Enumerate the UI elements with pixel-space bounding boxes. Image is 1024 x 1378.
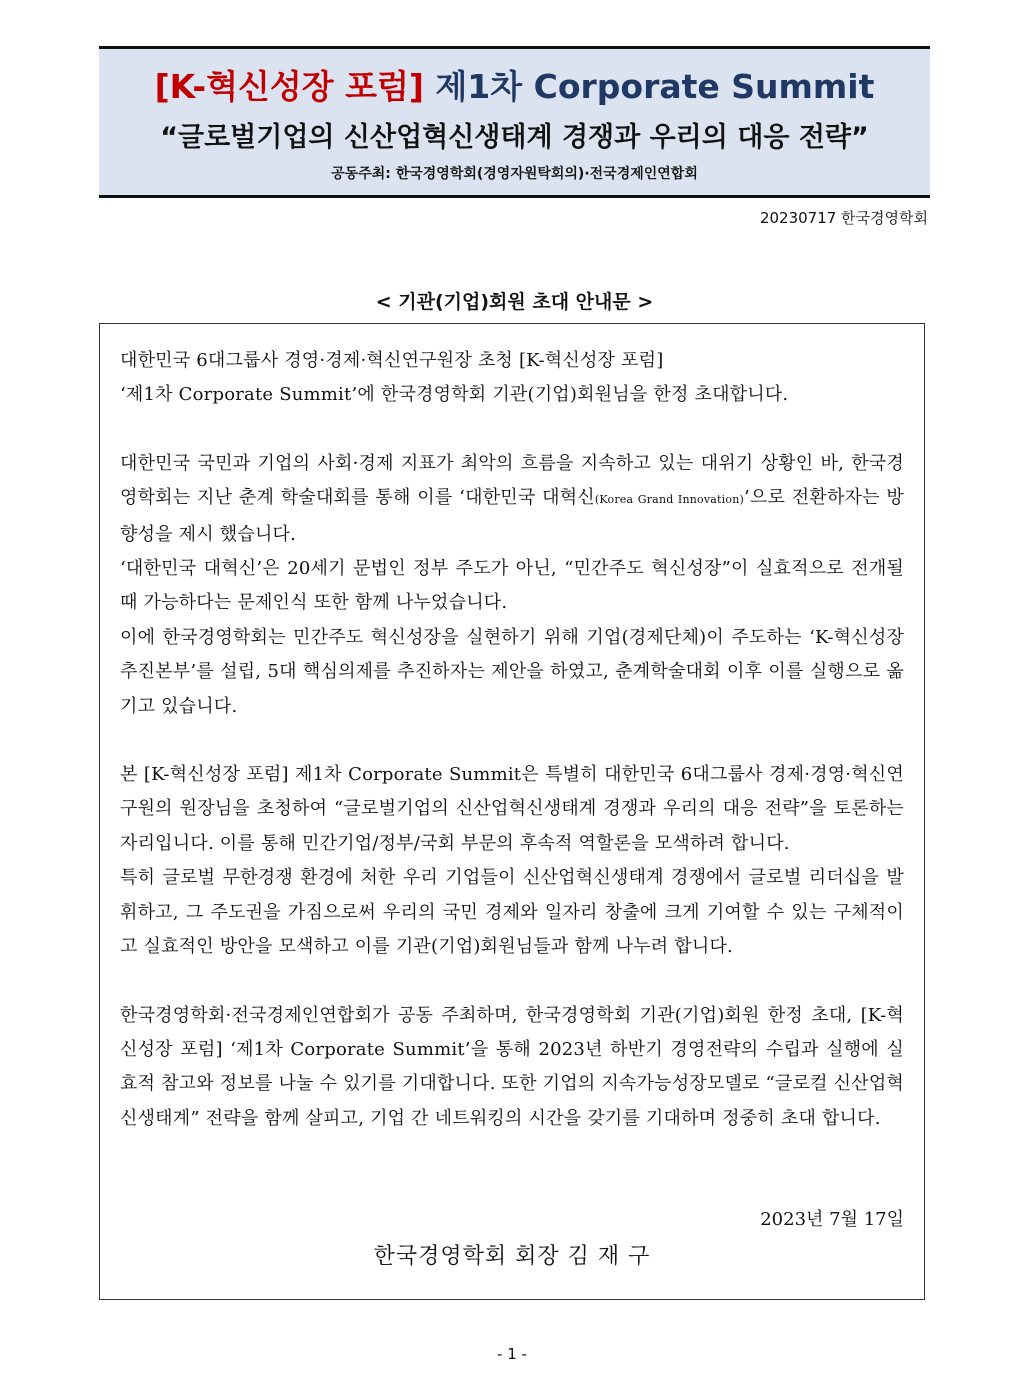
letter-date: 2023년 7월 17일 <box>760 1209 904 1230</box>
forum-title-main: 제1차 Corporate Summit <box>423 67 875 106</box>
paragraph: 이에 한국경영학회는 민간주도 혁신성장을 실현하기 위해 기업(경제단체)이 주도하는 ‘K-혁신성장 추진본부’를 설립, 5대 핵심의제를 추진하자는 제안을 하였고, 춘계학술대회 이후 이를 실행으로 옮기고 있습니다. <box>120 626 904 717</box>
forum-title <box>99 61 930 108</box>
invitation-letter <box>99 323 925 1300</box>
signature: 한국경영학회 회장 김 재 구 <box>373 1244 651 1269</box>
paragraph: 한국경영학회·전국경제인연합회가 공동 주최하며, 한국경영학회 기관(기업)회원 한정 초대, [K-혁신성장 포럼] ‘제1차 Corporate Summit’을 통해 2023년 하반기 경영전략의 수립과 실행에 실효적 참고와 정보를 나눌 수 있기를 기대합니다. 또한 기업의 지속가능성장모델로 “글로컬 신산업혁신생태계” 전략을 함께 살피고, 기업 간 네트워킹의 시간을 갖기를 기대하며 정중히 초대 합니다. <box>120 1004 905 1129</box>
forum-subtitle: “글로벌기업의 신산업혁신생태계 경쟁과 우리의 대응 전략” <box>160 122 869 153</box>
co-hosts: 공동주최: 한국경영학회(경영자원탁회의)·전국경제인연합회 <box>331 166 698 182</box>
paragraph <box>120 447 904 552</box>
paragraph: 본 [K-혁신성장 포럼] 제1차 Corporate Summit은 특별히 대한민국 6대그룹사 경제·경영·혁신연구원의 원장님을 초청하여 “글로벌기업의 신산업혁신생태계 경쟁과 우리의 대응 전략”을 토론하는 자리입니다. 이를 통해 민간기업/정부/국회 부문의 후속적 역할론을 모색하려 합니다. <box>120 764 904 854</box>
document-date-issuer: 20230717 한국경영학회 <box>759 209 928 227</box>
forum-title-accent: [K-혁신성장 포럼] <box>154 67 424 106</box>
letter-body <box>120 344 904 1136</box>
paragraph-text: 대한민국 국민과 기업의 사회·경제 지표가 최악의 흐름을 지속하고 있는 대위기 상황인 바, 한국경영학회는 지난 춘계 학술대회를 통해 이를 ‘대한민국 대혁신 <box>120 452 904 509</box>
intro-line: 대한민국 6대그룹사 경영·경제·혁신연구원장 초청 [K-혁신성장 포럼] <box>120 350 664 371</box>
paragraph-small-text: (Korea Grand Innovation) <box>594 493 744 507</box>
page-number: - 1 - <box>497 1345 527 1363</box>
paragraph-text: ’으로 전환하자는 방향성을 제시 했습니다. <box>120 487 904 545</box>
document-header <box>99 46 930 198</box>
invitation-heading: < 기관(기업)회원 초대 안내문 > <box>375 291 654 313</box>
paragraph: 특히 글로벌 무한경쟁 환경에 처한 우리 기업들이 신산업혁신생태계 경쟁에서 글로벌 리더십을 발휘하고, 그 주도권을 가짐으로써 우리의 국민 경제와 일자리 창출에 크게 기여할 수 있는 구체적이고 실효적인 방안을 모색하고 이를 기관(기업)회원님들과 함께 나누려 합니다. <box>120 867 904 958</box>
intro-line: ‘제1차 Corporate Summit’에 한국경영학회 기관(기업)회원님을 한정 초대합니다. <box>120 384 789 406</box>
paragraph: ‘대한민국 대혁신’은 20세기 문법인 정부 주도가 아닌, “민간주도 혁신성장”이 실효적으로 전개될 때 가능하다는 문제인식 또한 함께 나누었습니다. <box>120 558 904 614</box>
